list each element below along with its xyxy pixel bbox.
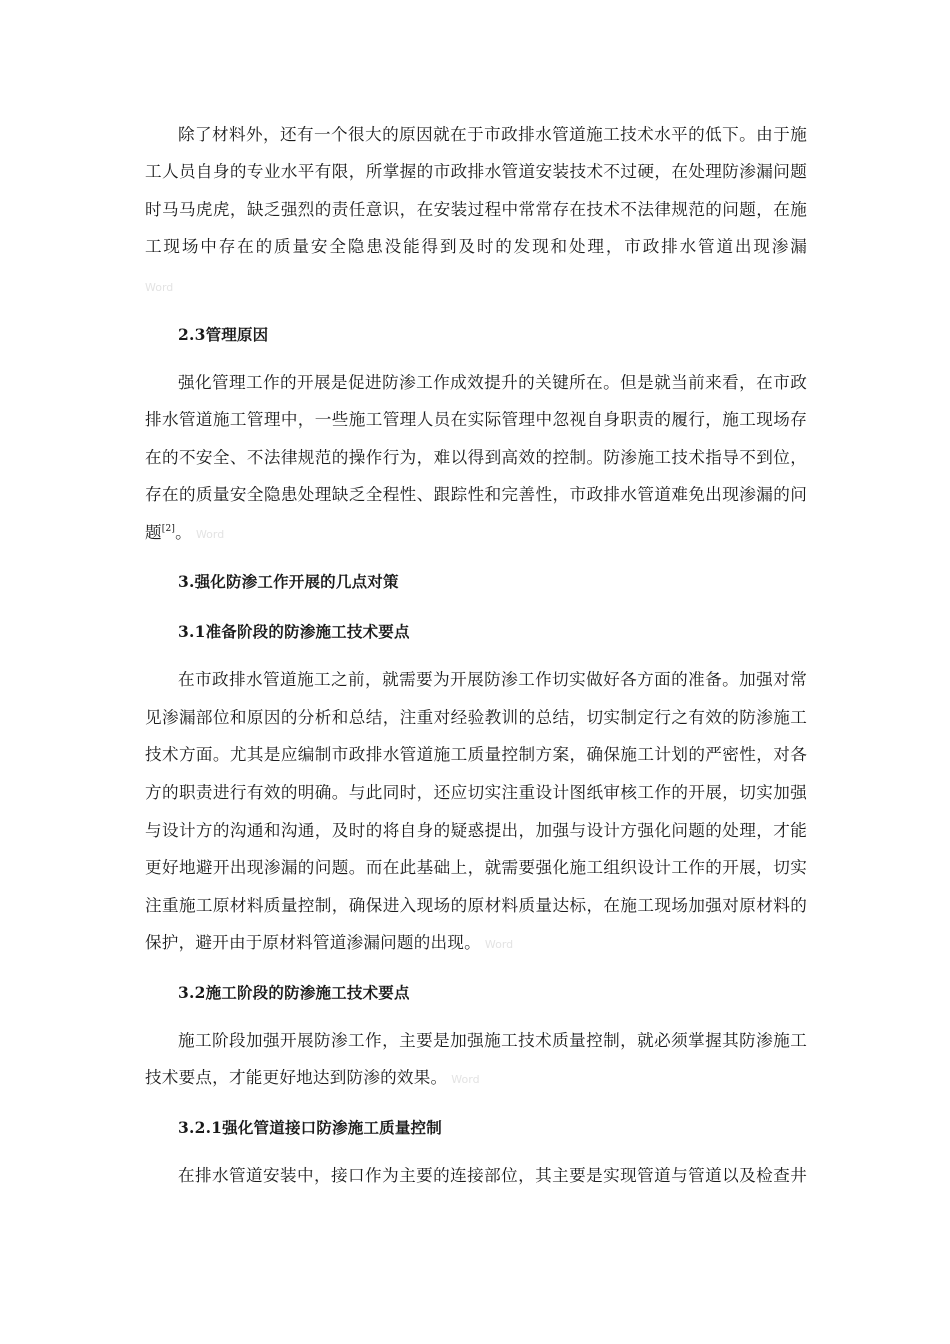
paragraph-4-line-1: 施工阶段加强开展防渗工作，主要是加强施工技术质量控制，就必须掌握其防渗施工 <box>178 1031 807 1050</box>
section-heading-2-3: 2.3管理原因 <box>178 325 269 344</box>
paragraph-3-line-6: 更好地避开出现渗漏的问题。而在此基础上，就需要强化施工组织设计工作的开展，切实 <box>145 858 807 877</box>
paragraph-3-last-text: 保护，避开由于原材料管道渗漏问题的出现。 <box>145 933 481 952</box>
paragraph-2-line-1: 强化管理工作的开展是促进防渗工作成效提升的关键所在。但是就当前来看，在市政 <box>178 373 807 392</box>
watermark-text: Word <box>195 528 225 541</box>
paragraph-3-line-5: 与设计方的沟通和沟通，及时的将自身的疑惑提出，加强与设计方强化问题的处理，才能 <box>145 821 807 840</box>
paragraph-3-line-4: 方的职责进行有效的明确。与此同时，还应切实注重设计图纸审核工作的开展，切实加强 <box>145 783 807 802</box>
paragraph-2-last-text: 题 <box>145 523 162 542</box>
paragraph-1-line-4: 工现场中存在的质量安全隐患没能得到及时的发现和处理，市政排水管道出现渗漏 <box>145 237 807 256</box>
citation-reference: [2] <box>161 524 176 534</box>
paragraph-3-line-7: 注重施工原材料质量控制，确保进入现场的原材料质量达标，在施工现场加强对原材料的 <box>145 896 807 915</box>
paragraph-1-line-3: 时马马虎虎，缺乏强烈的责任意识，在安装过程中常常存在技术不法律规范的问题，在施 <box>145 200 807 219</box>
paragraph-3-line-1: 在市政排水管道施工之前，就需要为开展防渗工作切实做好各方面的准备。加强对常 <box>178 670 807 689</box>
section-heading-3-2: 3.2施工阶段的防渗施工技术要点 <box>178 983 410 1002</box>
paragraph-3-line-8 <box>145 933 513 955</box>
paragraph-1-line-2: 工人员自身的专业水平有限，所掌握的市政排水管道安装技术不过硬，在处理防渗漏问题 <box>145 162 807 181</box>
section-heading-3: 3.强化防渗工作开展的几点对策 <box>178 572 399 591</box>
paragraph-4-last-text: 技术要点，才能更好地达到防渗的效果。 <box>145 1068 448 1087</box>
paragraph-2-last-end: 。 <box>175 523 192 542</box>
paragraph-1-trailing <box>145 276 173 298</box>
paragraph-2-line-2: 排水管道施工管理中，一些施工管理人员在实际管理中忽视自身职责的履行，施工现场存 <box>145 410 807 429</box>
paragraph-3-line-3: 技术方面。尤其是应编制市政排水管道施工质量控制方案，确保施工计划的严密性，对各 <box>145 745 807 764</box>
section-heading-3-1: 3.1准备阶段的防渗施工技术要点 <box>178 622 410 641</box>
paragraph-5-line-1: 在排水管道安装中，接口作为主要的连接部位，其主要是实现管道与管道以及检查井 <box>178 1166 807 1185</box>
paragraph-4-line-2 <box>145 1068 480 1090</box>
paragraph-3-line-2: 见渗漏部位和原因的分析和总结，注重对经验教训的总结，切实制定行之有效的防渗施工 <box>145 708 807 727</box>
watermark-text: Word <box>145 281 174 294</box>
paragraph-2-line-5 <box>145 523 224 545</box>
watermark-text: Word <box>484 938 514 951</box>
watermark-text: Word <box>451 1073 480 1086</box>
section-heading-3-2-1: 3.2.1强化管道接口防渗施工质量控制 <box>178 1118 442 1137</box>
paragraph-2-line-3: 在的不安全、不法律规范的操作行为，难以得到高效的控制。防渗施工技术指导不到位， <box>145 448 807 467</box>
paragraph-1-line-1: 除了材料外，还有一个很大的原因就在于市政排水管道施工技术水平的低下。由于施 <box>178 125 807 144</box>
paragraph-2-line-4: 存在的质量安全隐患处理缺乏全程性、跟踪性和完善性，市政排水管道难免出现渗漏的问 <box>145 485 807 504</box>
